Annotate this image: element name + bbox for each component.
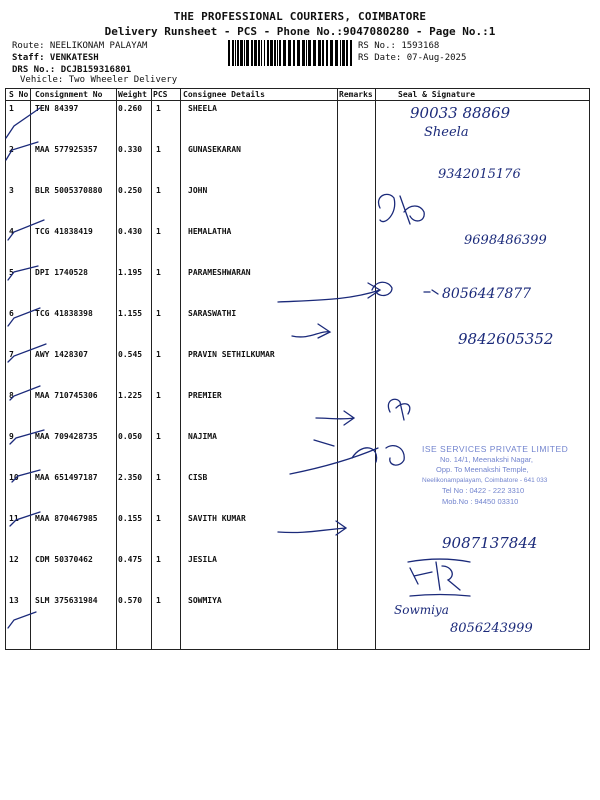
row-consignee: SHEELA <box>188 104 217 113</box>
staff-text: Staff: VENKATESH <box>12 53 99 63</box>
row-pcs: 1 <box>156 432 161 441</box>
row-consignment-no: BLR 5005370880 <box>35 186 103 195</box>
runsheet-meta-right <box>358 40 466 64</box>
barcode-bar <box>308 40 311 66</box>
stamp-line: ISE SERVICES PRIVATE LIMITED <box>422 444 569 454</box>
barcode-bar <box>306 40 307 66</box>
row-consignment-no: SLM 375631984 <box>35 596 98 605</box>
row-pcs: 1 <box>156 473 161 482</box>
row-consignment-no: MAA 577925357 <box>35 145 98 154</box>
barcode-bar <box>302 40 305 66</box>
barcode-bar <box>279 40 281 66</box>
row-sno: 12 <box>9 555 19 564</box>
table-row <box>6 224 589 265</box>
row-sno: 13 <box>9 596 19 605</box>
row-consignee: PREMIER <box>188 391 222 400</box>
company-stamp <box>422 444 592 507</box>
row-consignment-no: MAA 710745306 <box>35 391 98 400</box>
barcode-bar <box>340 40 341 66</box>
row-pcs: 1 <box>156 145 161 154</box>
row-sno: 2 <box>9 145 14 154</box>
row-pcs: 1 <box>156 391 161 400</box>
table-row <box>6 388 589 429</box>
table-row <box>6 183 589 224</box>
row-weight: 0.545 <box>118 350 143 359</box>
row-weight: 0.430 <box>118 227 143 236</box>
runsheet-header <box>0 10 600 38</box>
table-row <box>6 101 589 142</box>
handwritten-name: Sheela <box>424 125 469 140</box>
barcode-bar <box>246 40 249 66</box>
runsheet-meta-left <box>12 40 147 76</box>
row-consignment-no: TEN 84397 <box>35 104 79 113</box>
barcode-bar <box>350 40 352 66</box>
row-sno: 5 <box>9 268 14 277</box>
vehicle-text: Vehicle: Two Wheeler Delivery <box>20 75 178 85</box>
barcode-bar <box>283 40 286 66</box>
row-weight: 1.155 <box>118 309 143 318</box>
row-weight: 0.475 <box>118 555 143 564</box>
runsheet-table <box>5 88 590 650</box>
barcode-bar <box>297 40 300 66</box>
row-sno: 9 <box>9 432 14 441</box>
row-weight: 0.250 <box>118 186 143 195</box>
row-sno: 3 <box>9 186 14 195</box>
barcode-bar <box>288 40 291 66</box>
handwritten-phone: 9698486399 <box>464 233 547 248</box>
route-text: Route: NEELIKONAM PALAYAM <box>12 41 148 51</box>
row-consignee: CISB <box>188 473 208 482</box>
barcode-bar <box>235 40 236 66</box>
row-consignee: SOWMIYA <box>188 596 222 605</box>
handwritten-phone: 9087137844 <box>442 534 538 552</box>
handwritten-phone: 8056447877 <box>442 286 532 302</box>
barcode-bar <box>251 40 253 66</box>
stamp-line: Opp. To Meenakshi Temple, <box>436 465 529 474</box>
row-consignee: GUNASEKARAN <box>188 145 241 154</box>
row-consignee: HEMALATHA <box>188 227 232 236</box>
table-row <box>6 306 589 347</box>
row-pcs: 1 <box>156 555 161 564</box>
handwritten-phone: 9342015176 <box>438 167 521 182</box>
row-weight: 0.330 <box>118 145 143 154</box>
barcode-bar <box>293 40 295 66</box>
row-consignment-no: DPI 1740528 <box>35 268 88 277</box>
barcode-bar <box>330 40 333 66</box>
col-header-remarks: Remarks <box>339 90 373 99</box>
barcode-bar <box>261 40 262 66</box>
barcode-bar <box>228 40 230 66</box>
barcode-bar <box>254 40 257 66</box>
table-row <box>6 347 589 388</box>
col-header-consignment: Consignment No <box>35 90 103 99</box>
row-weight: 1.225 <box>118 391 143 400</box>
drs-number: DRS No.: DCJB159316801 <box>12 65 132 75</box>
barcode-bar <box>322 40 324 66</box>
col-header-pcs: PCS <box>153 90 168 99</box>
row-weight: 0.570 <box>118 596 143 605</box>
row-consignee: SARASWATHI <box>188 309 237 318</box>
row-consignment-no: MAA 870467985 <box>35 514 98 523</box>
handwritten-name: Sowmiya <box>394 603 449 617</box>
handwritten-phone: 8056243999 <box>450 621 533 636</box>
barcode-bar <box>232 40 234 66</box>
row-pcs: 1 <box>156 227 161 236</box>
row-pcs: 1 <box>156 309 161 318</box>
table-row <box>6 265 589 306</box>
col-header-consignee: Consignee Details <box>183 90 265 99</box>
row-sno: 8 <box>9 391 14 400</box>
row-pcs: 1 <box>156 514 161 523</box>
barcode-bar <box>274 40 276 66</box>
company-title: THE PROFESSIONAL COURIERS, COIMBATORE <box>173 10 427 23</box>
table-row <box>6 552 589 593</box>
table-row <box>6 593 589 634</box>
barcode-bar <box>313 40 316 66</box>
barcode-bar <box>237 40 239 66</box>
barcode-bar <box>258 40 260 66</box>
handwritten-phone: 90033 88869 <box>410 104 511 122</box>
stamp-line: Neelikonampalayam, Coimbatore - 641 033 <box>422 476 548 484</box>
row-consignment-no: AWY 1428307 <box>35 350 88 359</box>
handwritten-phone: 9842605352 <box>458 330 554 348</box>
row-consignee: NAJIMA <box>188 432 217 441</box>
row-pcs: 1 <box>156 268 161 277</box>
row-sno: 6 <box>9 309 14 318</box>
row-pcs: 1 <box>156 350 161 359</box>
row-consignment-no: CDM 50370462 <box>35 555 93 564</box>
row-sno: 10 <box>9 473 19 482</box>
row-consignee: PARAMESHWARAN <box>188 268 251 277</box>
barcode-bar <box>267 40 269 66</box>
row-weight: 1.195 <box>118 268 143 277</box>
row-weight: 2.350 <box>118 473 143 482</box>
stamp-line: Mob.No : 94450 03310 <box>442 496 519 506</box>
row-consignment-no: MAA 709428735 <box>35 432 98 441</box>
barcode-bar <box>335 40 338 66</box>
barcode-bar <box>240 40 243 66</box>
col-header-weight: Weight <box>118 90 147 99</box>
barcode-image <box>228 40 352 66</box>
row-consignee: PRAVIN SETHILKUMAR <box>188 350 275 359</box>
barcode-bar <box>244 40 245 66</box>
row-weight: 0.260 <box>118 104 143 113</box>
rs-date: RS Date: 07-Aug-2025 <box>358 53 467 63</box>
barcode-bar <box>326 40 328 66</box>
barcode-bar <box>264 40 265 66</box>
row-sno: 4 <box>9 227 14 236</box>
barcode-bar <box>342 40 345 66</box>
barcode-bar <box>346 40 348 66</box>
row-pcs: 1 <box>156 104 161 113</box>
stamp-line: Tel No : 0422 - 222 3310 <box>442 486 525 495</box>
row-sno: 1 <box>9 104 14 113</box>
stamp-line: No. 14/1, Meenakshi Nagar, <box>440 454 533 464</box>
row-pcs: 1 <box>156 596 161 605</box>
table-row <box>6 142 589 183</box>
barcode-bar <box>270 40 273 66</box>
col-header-signature: Seal & Signature <box>398 90 476 99</box>
row-consignment-no: TCG 41838398 <box>35 309 93 318</box>
row-consignee: JOHN <box>188 186 208 195</box>
row-consignment-no: MAA 651497187 <box>35 473 98 482</box>
row-sno: 11 <box>9 514 19 523</box>
row-consignment-no: TCG 41838419 <box>35 227 93 236</box>
barcode-bar <box>277 40 278 66</box>
row-consignee: SAVITH KUMAR <box>188 514 246 523</box>
barcode-bar <box>318 40 321 66</box>
row-weight: 0.050 <box>118 432 143 441</box>
row-sno: 7 <box>9 350 14 359</box>
row-consignee: JESILA <box>188 555 217 564</box>
row-pcs: 1 <box>156 186 161 195</box>
runsheet-subtitle: Delivery Runsheet - PCS - Phone No.:9047080280 - Page No.:1 <box>104 25 496 38</box>
row-weight: 0.155 <box>118 514 143 523</box>
rs-number: RS No.: 1593168 <box>358 41 440 51</box>
table-row <box>6 511 589 552</box>
col-header-sno: S No <box>9 90 29 99</box>
